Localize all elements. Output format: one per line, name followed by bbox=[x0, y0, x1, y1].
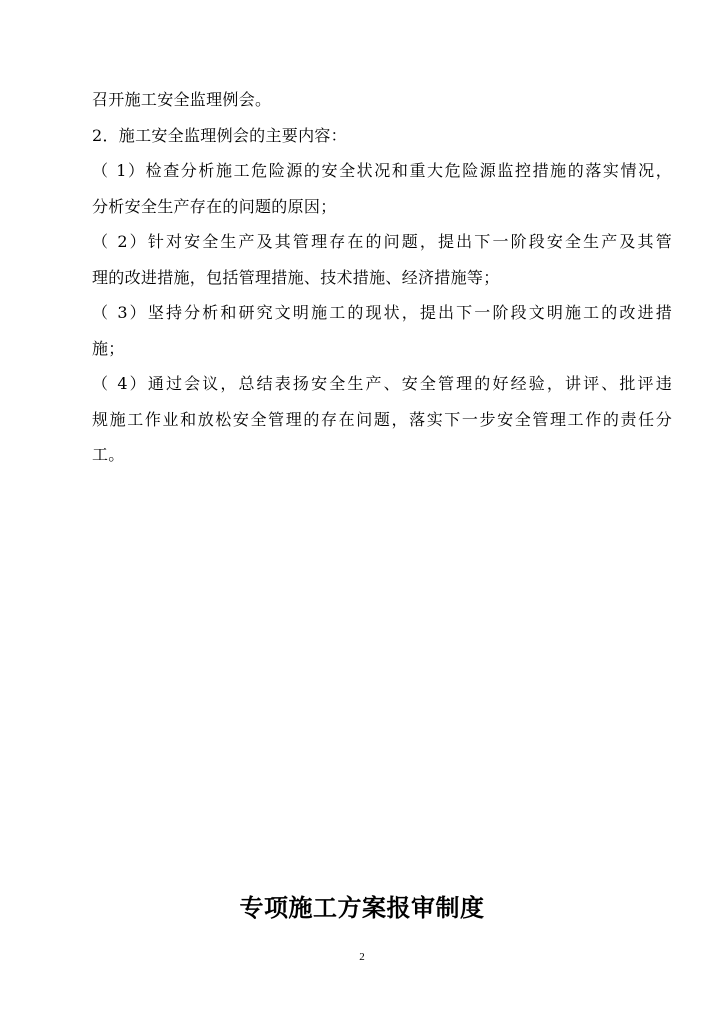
list-item-1-line-2: 分析安全生产存在的问题的原因； bbox=[92, 196, 337, 216]
list-item-2-line-2: 理的改进措施，包括管理措施、技术措施、经济措施等； bbox=[92, 267, 500, 287]
section-title: 专项施工方案报审制度 bbox=[239, 894, 485, 922]
page-number: 2 bbox=[359, 951, 365, 963]
list-item-2-line-1: （ 2）针对安全生产及其管理存在的问题，提出下一阶段安全生产及其管 bbox=[92, 232, 672, 251]
paragraph-line: 召开施工安全监理例会。 bbox=[92, 90, 272, 109]
list-item-4-line-1: （ 4）通过会议，总结表扬安全生产、安全管理的好经验，讲评、批评违 bbox=[92, 374, 672, 393]
list-item-3-line-2: 施； bbox=[92, 338, 125, 358]
list-item-4-line-2: 规施工作业和放松安全管理的存在问题，落实下一步安全管理工作的责任分 bbox=[92, 409, 672, 429]
list-item-3-line-1: （ 3）坚持分析和研究文明施工的现状，提出下一阶段文明施工的改进措 bbox=[92, 303, 672, 322]
body-text bbox=[92, 86, 672, 477]
list-item-4-line-3: 工。 bbox=[92, 445, 125, 464]
list-item-1-line-1: （ 1）检查分析施工危险源的安全状况和重大危险源监控措施的落实情况， bbox=[92, 161, 672, 180]
list-heading: 2．施工安全监理例会的主要内容： bbox=[92, 125, 347, 145]
